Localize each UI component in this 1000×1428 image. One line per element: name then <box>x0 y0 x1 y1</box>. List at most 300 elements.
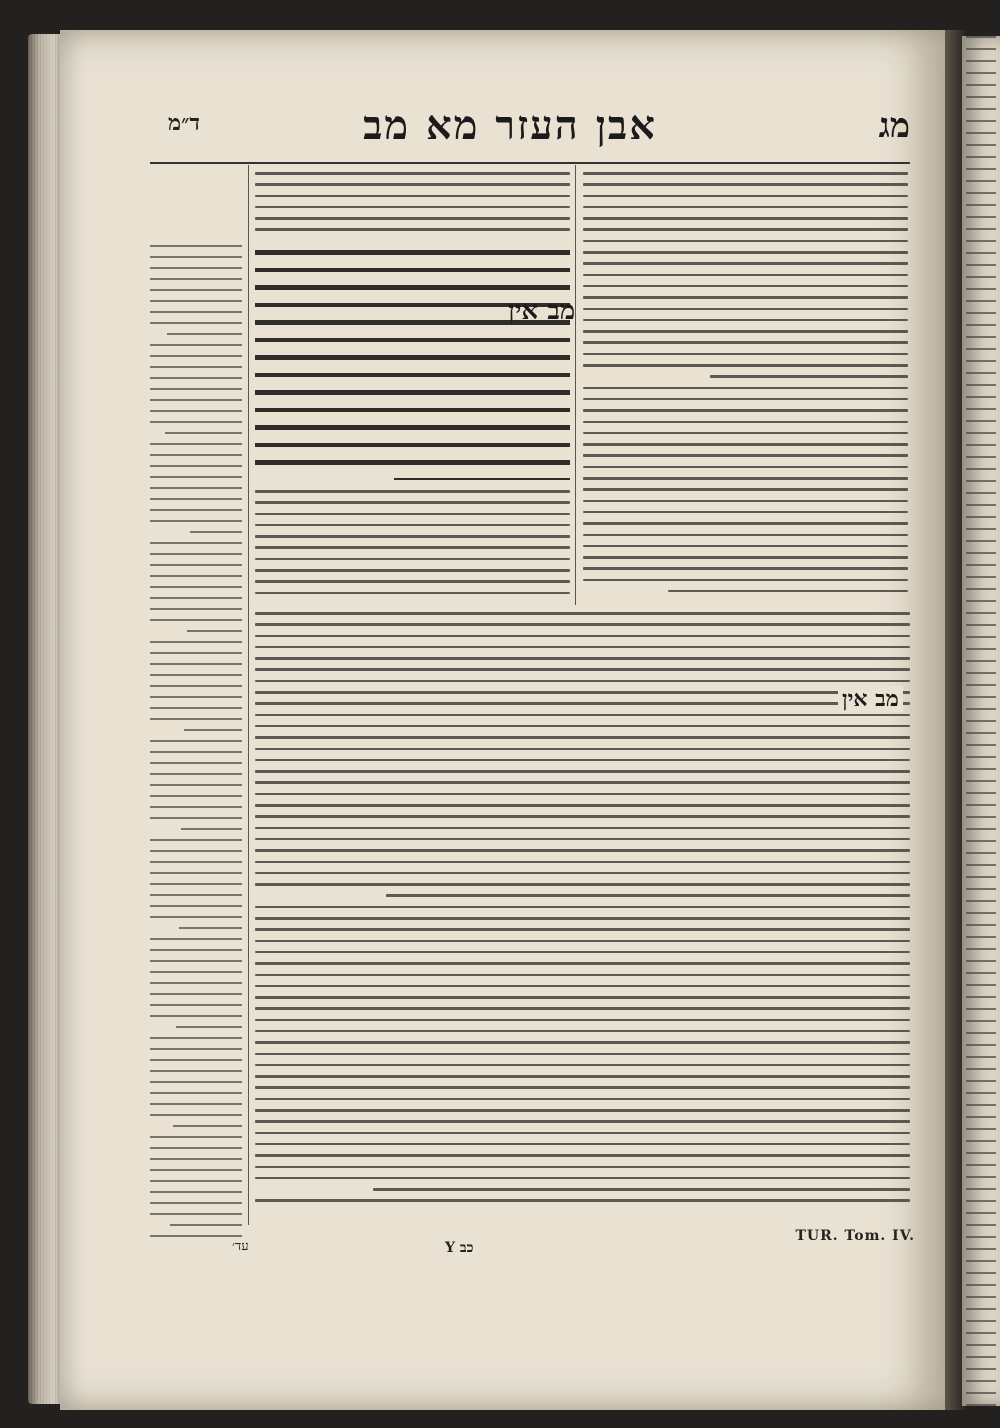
text-line <box>966 1080 996 1082</box>
text-line <box>255 985 910 988</box>
text-line <box>150 1213 242 1215</box>
text-line <box>150 905 242 907</box>
text-line <box>173 1125 242 1127</box>
text-line <box>184 729 242 731</box>
text-line <box>255 373 570 378</box>
text-line <box>150 289 242 291</box>
text-line <box>386 894 910 897</box>
text-line <box>255 996 910 999</box>
text-line <box>150 663 242 665</box>
text-line <box>150 1048 242 1050</box>
text-line <box>187 630 242 632</box>
text-line <box>255 569 570 572</box>
text-line <box>255 425 570 430</box>
text-line <box>966 1044 996 1046</box>
header-rule <box>150 162 910 164</box>
text-line <box>583 240 908 243</box>
text-line <box>966 984 996 986</box>
text-line <box>255 691 910 694</box>
text-line <box>583 511 908 514</box>
text-line <box>150 674 242 676</box>
text-line <box>150 399 242 401</box>
text-line <box>150 707 242 709</box>
text-line <box>255 748 910 751</box>
text-line <box>255 646 910 649</box>
catchword: עד׳ <box>232 1239 249 1254</box>
text-line <box>966 96 996 98</box>
text-line <box>966 444 996 446</box>
page-edge <box>28 34 64 1404</box>
text-line <box>966 168 996 170</box>
text-line <box>966 1056 996 1058</box>
text-line <box>583 206 908 209</box>
text-line <box>255 1143 910 1146</box>
text-line <box>255 1041 910 1044</box>
text-line <box>966 1164 996 1166</box>
text-line <box>150 850 242 852</box>
text-line <box>165 432 242 434</box>
text-line <box>583 353 908 356</box>
text-line <box>966 1212 996 1214</box>
text-line <box>583 500 908 503</box>
text-line <box>966 1272 996 1274</box>
text-line <box>150 553 242 555</box>
text-line <box>966 1128 996 1130</box>
text-line <box>255 592 570 595</box>
text-line <box>255 872 910 875</box>
text-line <box>150 278 242 280</box>
text-line <box>583 567 908 570</box>
signature-mark: כב Y <box>445 1240 474 1256</box>
text-line <box>966 348 996 350</box>
text-line <box>255 228 570 231</box>
text-line <box>583 319 908 322</box>
text-line <box>583 285 908 288</box>
text-line <box>255 781 910 784</box>
main-text-block <box>255 250 570 480</box>
text-line <box>255 940 910 943</box>
text-line <box>150 465 242 467</box>
text-line <box>966 792 996 794</box>
text-line <box>255 206 570 209</box>
text-line <box>966 540 996 542</box>
text-line <box>150 751 242 753</box>
text-line <box>150 366 242 368</box>
text-line <box>150 487 242 489</box>
text-line <box>966 528 996 530</box>
text-line <box>255 460 570 465</box>
text-line <box>966 72 996 74</box>
text-line <box>583 341 908 344</box>
text-line <box>966 120 996 122</box>
text-line <box>394 478 570 481</box>
text-line <box>255 580 570 583</box>
text-line <box>966 1380 996 1382</box>
text-line <box>150 696 242 698</box>
text-line <box>255 906 910 909</box>
text-line <box>583 466 908 469</box>
section-label-second: מב אין <box>838 686 903 712</box>
text-line <box>150 949 242 951</box>
text-line <box>150 608 242 610</box>
text-line <box>255 183 570 186</box>
text-line <box>150 1136 242 1138</box>
text-line <box>966 1320 996 1322</box>
text-line <box>966 108 996 110</box>
text-line <box>966 756 996 758</box>
text-line <box>966 1008 996 1010</box>
text-line <box>255 1166 910 1169</box>
page-header <box>110 80 910 160</box>
text-line <box>966 372 996 374</box>
text-line <box>150 883 242 885</box>
page-letters: מג <box>878 106 910 146</box>
text-line <box>150 498 242 500</box>
text-line <box>150 982 242 984</box>
text-line <box>150 773 242 775</box>
text-line <box>966 828 996 830</box>
text-line <box>255 1075 910 1078</box>
text-line <box>150 1114 242 1116</box>
text-line <box>583 172 908 175</box>
text-line <box>583 488 908 491</box>
text-line <box>255 546 570 549</box>
text-line <box>150 971 242 973</box>
text-line <box>170 1224 242 1226</box>
text-line <box>966 720 996 722</box>
text-line <box>255 1177 910 1180</box>
text-line <box>710 375 908 378</box>
text-line <box>150 421 242 423</box>
text-line <box>583 274 908 277</box>
text-line <box>150 806 242 808</box>
text-line <box>966 156 996 158</box>
text-line <box>255 861 910 864</box>
text-line <box>255 917 910 920</box>
text-line <box>966 324 996 326</box>
text-line <box>255 962 910 965</box>
text-line <box>583 262 908 265</box>
text-line <box>583 556 908 559</box>
text-line <box>255 558 570 561</box>
text-line <box>255 702 910 705</box>
text-line <box>966 684 996 686</box>
text-line <box>150 410 242 412</box>
left-top-column <box>255 172 570 242</box>
text-line <box>966 744 996 746</box>
text-line <box>255 804 910 807</box>
text-line <box>150 443 242 445</box>
text-line <box>255 268 570 273</box>
text-line <box>966 360 996 362</box>
text-line <box>966 1188 996 1190</box>
column-rule <box>248 165 249 1225</box>
text-line <box>150 542 242 544</box>
text-line <box>966 264 996 266</box>
text-line <box>966 312 996 314</box>
text-line <box>966 180 996 182</box>
text-line <box>966 1116 996 1118</box>
text-line <box>255 635 910 638</box>
text-line <box>150 597 242 599</box>
text-line <box>150 245 242 247</box>
text-line <box>255 974 910 977</box>
text-line <box>966 1296 996 1298</box>
text-line <box>150 267 242 269</box>
text-line <box>966 468 996 470</box>
text-line <box>150 1081 242 1083</box>
text-line <box>966 1068 996 1070</box>
text-line <box>966 1140 996 1142</box>
text-line <box>255 838 910 841</box>
text-line <box>150 938 242 940</box>
text-line <box>150 476 242 478</box>
text-line <box>255 680 910 683</box>
text-line <box>583 330 908 333</box>
text-line <box>167 333 242 335</box>
text-line <box>150 652 242 654</box>
text-line <box>150 872 242 874</box>
text-line <box>966 1308 996 1310</box>
text-line <box>966 48 996 50</box>
text-line <box>966 660 996 662</box>
text-line <box>966 1200 996 1202</box>
text-line <box>966 1176 996 1178</box>
text-line <box>255 759 910 762</box>
text-line <box>966 228 996 230</box>
text-line <box>966 1236 996 1238</box>
text-line <box>150 377 242 379</box>
text-line <box>966 648 996 650</box>
text-line <box>150 762 242 764</box>
text-line <box>255 1199 910 1202</box>
text-line <box>255 815 910 818</box>
right-top-column <box>583 172 908 612</box>
text-line <box>150 1037 242 1039</box>
text-line <box>966 480 996 482</box>
text-line <box>150 641 242 643</box>
text-line <box>966 696 996 698</box>
text-line <box>966 336 996 338</box>
text-line <box>150 916 242 918</box>
text-line <box>966 204 996 206</box>
text-line <box>255 725 910 728</box>
text-line <box>966 36 996 38</box>
text-line <box>150 619 242 621</box>
text-line <box>966 936 996 938</box>
text-line <box>966 408 996 410</box>
text-line <box>255 714 910 717</box>
text-line <box>190 531 242 533</box>
text-line <box>966 768 996 770</box>
text-line <box>150 355 242 357</box>
text-line <box>150 322 242 324</box>
text-line <box>966 1284 996 1286</box>
text-line <box>150 311 242 313</box>
section-label-first: מב אין <box>508 296 576 326</box>
text-line <box>150 1191 242 1193</box>
text-line <box>966 852 996 854</box>
text-line <box>966 1392 996 1394</box>
text-line <box>966 1020 996 1022</box>
text-line <box>150 894 242 896</box>
text-line <box>150 993 242 995</box>
text-line <box>150 454 242 456</box>
text-line <box>255 1064 910 1067</box>
text-line <box>255 827 910 830</box>
text-line <box>150 817 242 819</box>
text-line <box>255 390 570 395</box>
text-line <box>255 1030 910 1033</box>
text-line <box>150 586 242 588</box>
folio-number: ד״מ <box>168 110 200 136</box>
text-line <box>150 520 242 522</box>
text-line <box>255 408 570 413</box>
text-line <box>966 192 996 194</box>
text-line <box>966 420 996 422</box>
text-line <box>966 924 996 926</box>
text-line <box>255 1154 910 1157</box>
text-line <box>176 1026 242 1028</box>
text-line <box>966 864 996 866</box>
text-line <box>966 600 996 602</box>
text-line <box>255 501 570 504</box>
text-line <box>583 296 908 299</box>
text-line <box>150 1169 242 1171</box>
text-line <box>966 1260 996 1262</box>
text-line <box>966 396 996 398</box>
text-line <box>583 217 908 220</box>
text-line <box>150 256 242 258</box>
text-line <box>966 624 996 626</box>
text-line <box>583 432 908 435</box>
text-line <box>255 250 570 255</box>
text-line <box>966 912 996 914</box>
text-line <box>966 972 996 974</box>
text-line <box>966 132 996 134</box>
text-line <box>255 285 570 290</box>
text-line <box>966 900 996 902</box>
text-line <box>150 718 242 720</box>
text-line <box>583 545 908 548</box>
text-line <box>255 1019 910 1022</box>
text-line <box>255 1053 910 1056</box>
text-line <box>150 1103 242 1105</box>
text-line <box>255 1120 910 1123</box>
text-line <box>255 951 910 954</box>
text-line <box>966 576 996 578</box>
text-line <box>966 384 996 386</box>
text-line <box>255 1007 910 1010</box>
text-line <box>373 1188 910 1191</box>
text-line <box>255 736 910 739</box>
text-line <box>255 1098 910 1101</box>
text-line <box>255 535 570 538</box>
text-line <box>150 839 242 841</box>
text-line <box>255 612 910 615</box>
text-line <box>966 1344 996 1346</box>
text-line <box>966 300 996 302</box>
text-line <box>255 172 570 175</box>
text-line <box>255 217 570 220</box>
text-line <box>150 1070 242 1072</box>
text-line <box>150 1147 242 1149</box>
text-line <box>583 387 908 390</box>
text-line <box>583 534 908 537</box>
text-line <box>255 928 910 931</box>
text-line <box>150 509 242 511</box>
text-line <box>583 421 908 424</box>
text-line <box>966 492 996 494</box>
text-line <box>583 308 908 311</box>
text-line <box>966 1032 996 1034</box>
text-line <box>255 770 910 773</box>
text-line <box>255 443 570 448</box>
text-line <box>966 456 996 458</box>
text-line <box>583 522 908 525</box>
text-line <box>966 516 996 518</box>
text-line <box>150 1180 242 1182</box>
text-line <box>150 300 242 302</box>
text-line <box>966 708 996 710</box>
text-line <box>966 564 996 566</box>
text-line <box>150 564 242 566</box>
text-line <box>966 960 996 962</box>
text-line <box>966 636 996 638</box>
text-line <box>966 1104 996 1106</box>
text-line <box>966 1368 996 1370</box>
text-line <box>966 948 996 950</box>
text-line <box>966 1152 996 1154</box>
text-line <box>966 876 996 878</box>
text-line <box>255 793 910 796</box>
text-line <box>966 1248 996 1250</box>
margin-commentary <box>150 245 242 1245</box>
text-line <box>966 996 996 998</box>
text-line <box>966 432 996 434</box>
text-line <box>150 1158 242 1160</box>
text-line <box>150 1235 242 1237</box>
text-line <box>255 1109 910 1112</box>
text-line <box>966 144 996 146</box>
text-line <box>150 388 242 390</box>
text-line <box>966 804 996 806</box>
text-line <box>966 1404 996 1406</box>
text-line <box>583 409 908 412</box>
text-line <box>255 524 570 527</box>
text-line <box>255 490 570 493</box>
text-line <box>966 504 996 506</box>
text-line <box>583 579 908 582</box>
text-line <box>150 575 242 577</box>
text-line <box>966 240 996 242</box>
next-page-strip <box>962 36 1000 1406</box>
text-line <box>966 1332 996 1334</box>
text-line <box>966 816 996 818</box>
text-line <box>255 338 570 343</box>
text-line <box>255 1086 910 1089</box>
text-line <box>966 276 996 278</box>
text-line <box>255 195 570 198</box>
text-line <box>150 1092 242 1094</box>
text-line <box>150 685 242 687</box>
text-line <box>150 344 242 346</box>
text-line <box>255 849 910 852</box>
text-line <box>150 740 242 742</box>
text-line <box>150 784 242 786</box>
text-line <box>150 861 242 863</box>
text-line <box>150 1202 242 1204</box>
